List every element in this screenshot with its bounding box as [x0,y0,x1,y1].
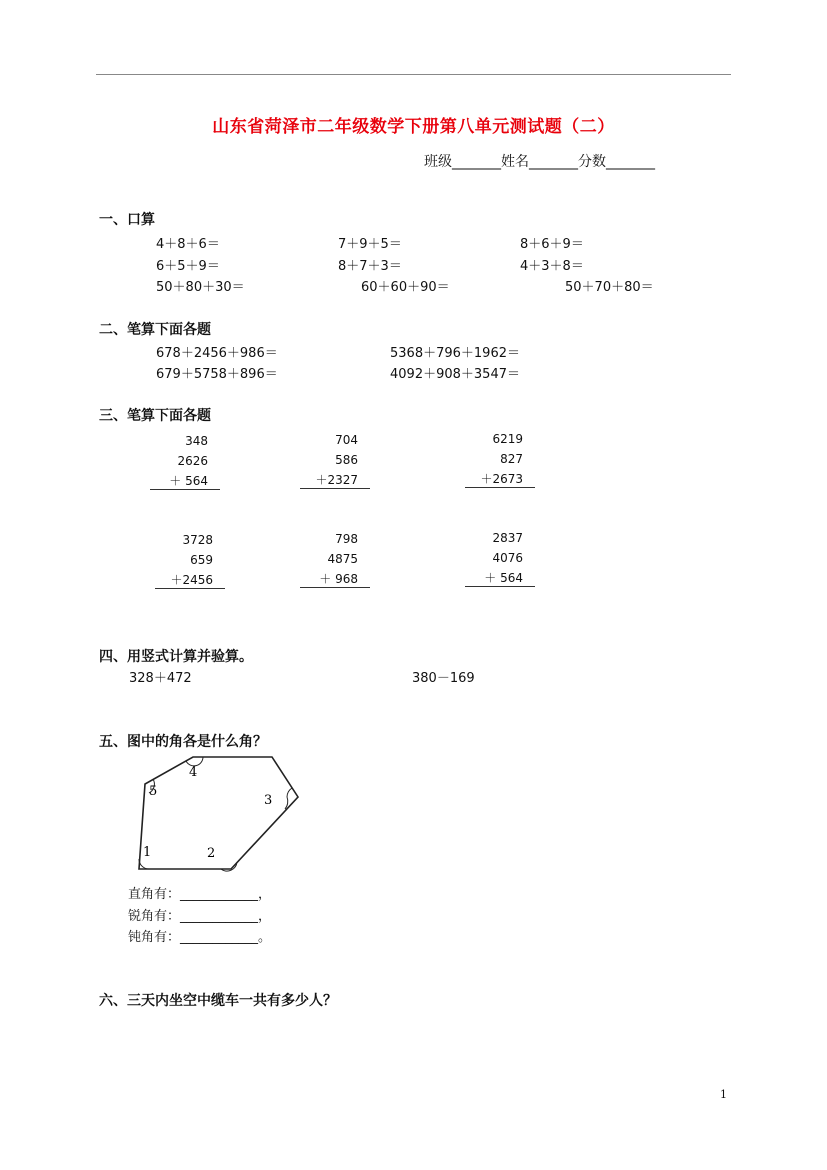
header-rule [96,74,731,75]
oral-calc-item: 4＋3＋8＝ [520,259,584,274]
angle-label-5: 5 [149,784,158,799]
vertical-addition-problem [300,430,370,489]
vertical-calc-item: 380－169 [412,671,475,686]
student-info-line: 班级_______姓名_______分数_______ [424,154,655,170]
addend-with-plus: ＋2456 [170,573,213,587]
section-6-heading: 六、三天内坐空中缆车一共有多少人？ [99,993,337,1009]
angle-label-1: 1 [143,845,152,860]
angle-1-arc [139,859,149,869]
right-angle-answer: 直角有：____________， [128,887,272,902]
oral-calc-item: 6＋5＋9＝ [156,259,220,274]
addend-with-plus: ＋ 564 [484,571,523,585]
addend: 4875 [327,552,358,566]
oral-calc-item: 50＋80＋30＝ [156,280,245,295]
written-calc-item: 5368＋796＋1962＝ [390,346,520,361]
addend: 798 [335,532,358,546]
oral-calc-item: 4＋8＋6＝ [156,237,220,252]
section-5-heading: 五、图中的角各是什么角？ [99,734,267,750]
obtuse-angle-answer: 钝角有：____________。 [128,930,272,945]
pentagon-figure [125,752,310,874]
angle-label-3: 3 [264,793,273,808]
pentagon-outline [139,757,298,869]
angle-label-2: 2 [207,846,216,861]
section-3-heading: 三、笔算下面各题 [99,408,211,424]
angle-3-arc [287,788,292,797]
addend-with-plus: ＋ 564 [169,474,208,488]
acute-angle-answer: 锐角有：____________， [128,909,272,924]
angle-label-4: 4 [189,765,198,780]
addend: 2626 [177,454,208,468]
page-title: 山东省菏泽市二年级数学下册第八单元测试题（二） [212,117,615,137]
angle-3-arc-b [285,797,288,809]
addend: 827 [500,452,523,466]
addend-with-plus: ＋2673 [480,472,523,486]
written-calc-item: 4092＋908＋3547＝ [390,367,520,382]
page-number: 1 [720,1088,727,1101]
section-2-heading: 二、笔算下面各题 [99,322,211,338]
oral-calc-item: 50＋70＋80＝ [565,280,654,295]
written-calc-item: 679＋5758＋896＝ [156,367,278,382]
oral-calc-item: 8＋7＋3＝ [338,259,402,274]
addend: 348 [185,434,208,448]
section-1-heading: 一、口算 [99,212,155,228]
addend: 4076 [492,551,523,565]
vertical-calc-item: 328＋472 [129,671,192,686]
addend-with-plus: ＋2327 [315,473,358,487]
vertical-addition-problem [465,429,535,488]
oral-calc-item: 7＋9＋5＝ [338,237,402,252]
oral-calc-item: 60＋60＋90＝ [361,280,450,295]
oral-calc-item: 8＋6＋9＝ [520,237,584,252]
addend: 586 [335,453,358,467]
addend: 3728 [182,533,213,547]
section-4-heading: 四、用竖式计算并验算。 [99,649,253,665]
addend: 2837 [492,531,523,545]
vertical-addition-problem [465,528,535,587]
addend: 6219 [492,432,523,446]
vertical-addition-problem [150,431,220,490]
addend: 704 [335,433,358,447]
vertical-addition-problem [155,530,225,589]
addend-with-plus: ＋ 968 [319,572,358,586]
vertical-addition-problem [300,529,370,588]
addend: 659 [190,553,213,567]
written-calc-item: 678＋2456＋986＝ [156,346,278,361]
